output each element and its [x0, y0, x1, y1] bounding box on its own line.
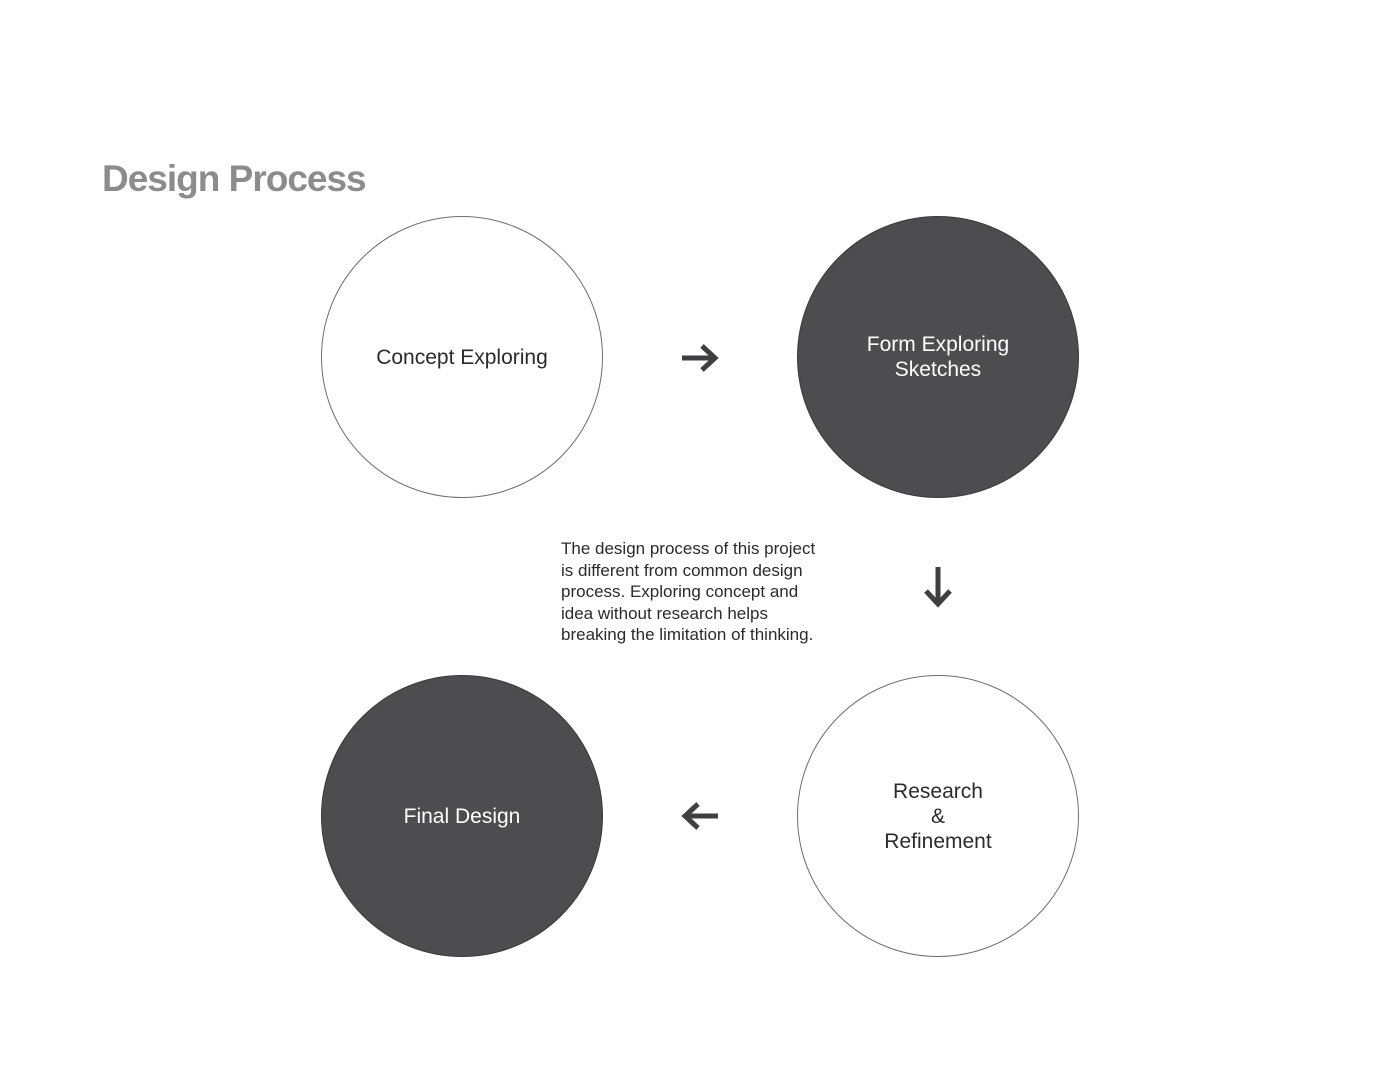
step-final-design [321, 675, 603, 957]
step-label: Form Exploring Sketches [866, 333, 1010, 381]
step-label: Concept Exploring [376, 345, 548, 369]
step-form-exploring-sketches [797, 216, 1079, 498]
step-label: Research & Refinement [884, 779, 992, 853]
step-concept-exploring [321, 216, 603, 498]
arrow-right-icon [678, 336, 722, 380]
arrow-down-icon [916, 565, 960, 609]
page-title: Design Process [102, 158, 366, 199]
step-research-refinement [797, 675, 1079, 957]
process-description: The design process of this project is different from common design process. Exploring concept and idea without research helps breaking the limitation of thinking. [561, 539, 816, 644]
step-label: Final Design [403, 804, 521, 828]
arrow-left-icon [678, 794, 722, 838]
